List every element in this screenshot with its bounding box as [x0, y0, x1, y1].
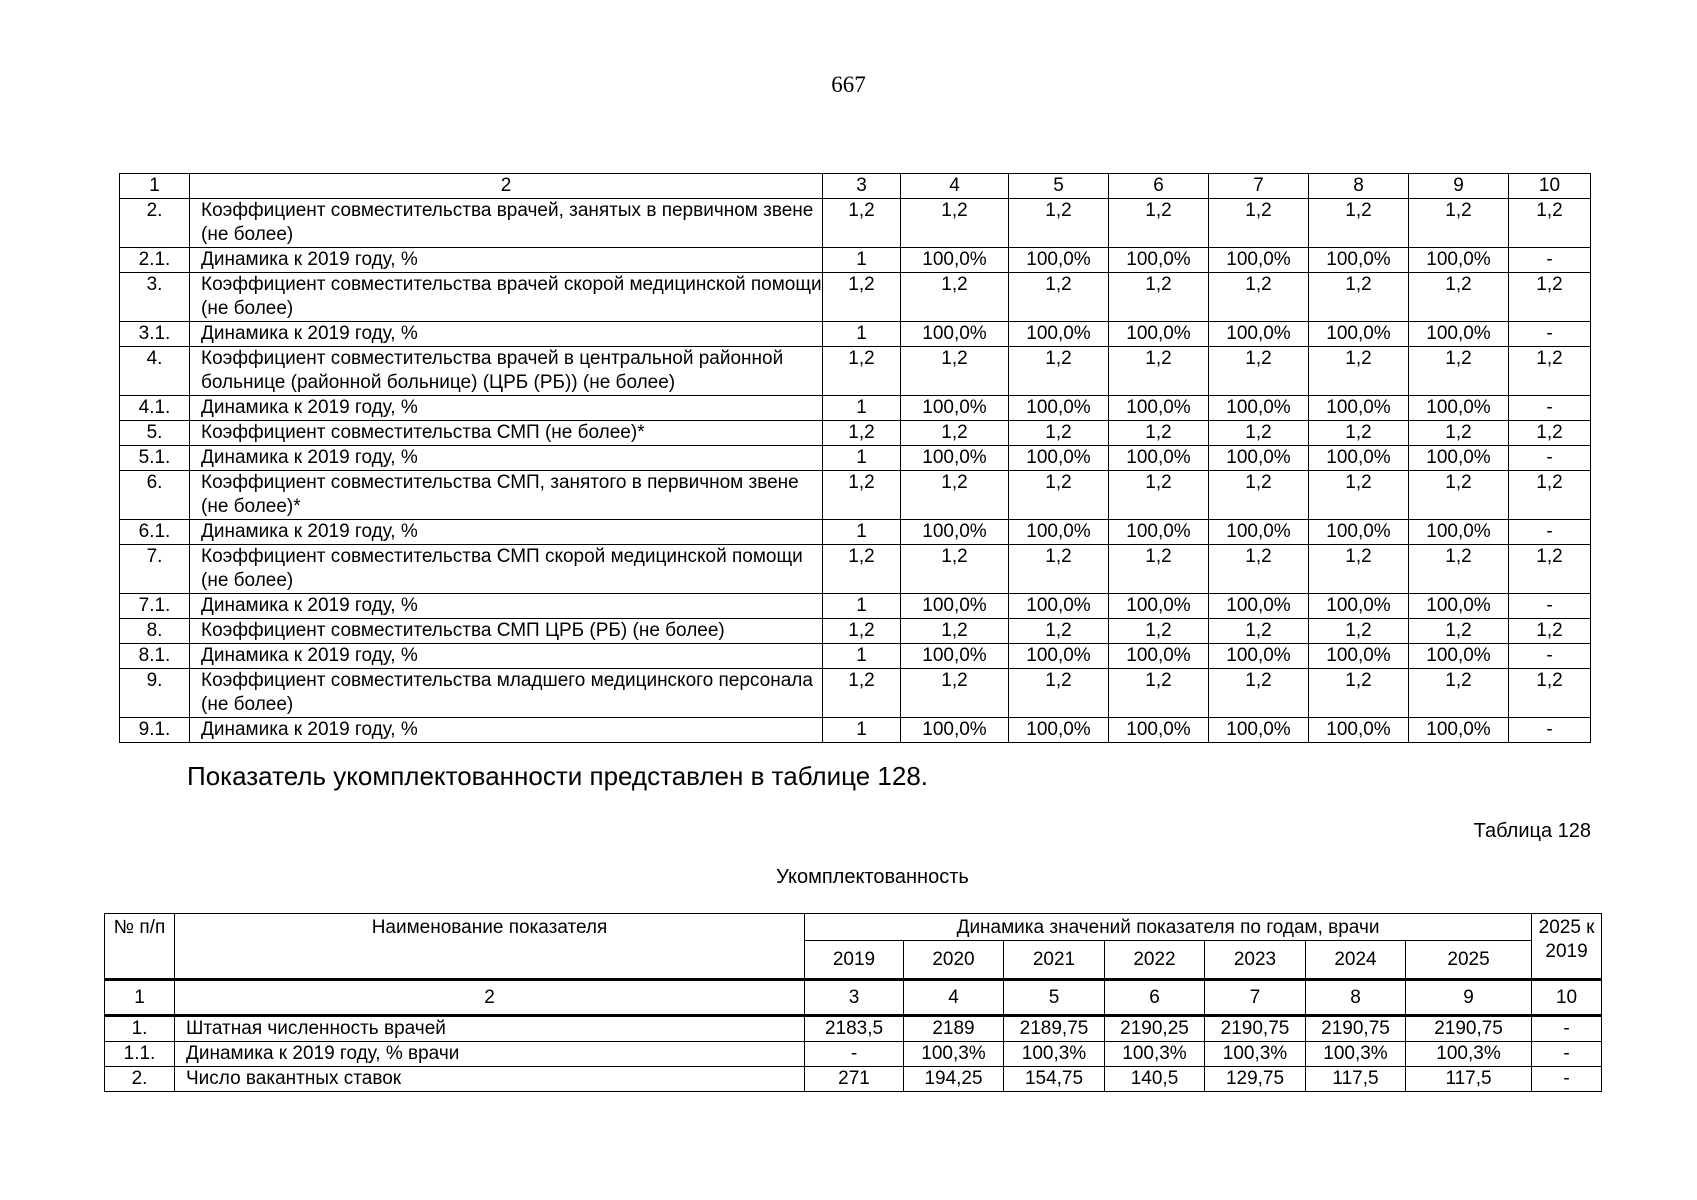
value-cell: 100,0%: [1109, 322, 1209, 347]
value-cell: 100,0%: [901, 594, 1009, 619]
value-cell: 100,0%: [1409, 396, 1509, 421]
value-cell: 1,2: [1109, 347, 1209, 396]
row-number: 2.1.: [120, 248, 190, 273]
value-cell: 100,3%: [1105, 1042, 1205, 1067]
value-cell: 100,3%: [1205, 1042, 1306, 1067]
column-number-row: [105, 980, 1602, 1016]
row-number: 7.1.: [120, 594, 190, 619]
value-cell: 1: [823, 322, 901, 347]
table-row: [120, 520, 1591, 545]
column-number: 3: [805, 980, 904, 1016]
value-cell: -: [1532, 1016, 1602, 1042]
value-cell: 1,2: [901, 471, 1009, 520]
value-cell: 100,0%: [1309, 520, 1409, 545]
value-cell: 1,2: [901, 669, 1009, 718]
indicator-name: Динамика к 2019 году, %: [190, 322, 823, 347]
value-cell: 100,0%: [1109, 718, 1209, 743]
value-cell: 1,2: [1209, 545, 1309, 594]
value-cell: 1,2: [1009, 421, 1109, 446]
value-cell: 100,0%: [1409, 644, 1509, 669]
intro-paragraph: Показатель укомплектованности представлен в таблице 128.: [187, 761, 929, 791]
value-cell: 100,0%: [1109, 248, 1209, 273]
table-row: [105, 1016, 1602, 1042]
table-row: [120, 594, 1591, 619]
value-cell: 1,2: [1409, 619, 1509, 644]
value-cell: 1,2: [1109, 545, 1209, 594]
column-number: 2: [175, 980, 805, 1016]
indicator-name: Коэффициент совместительства СМП (не более)*: [190, 421, 823, 446]
value-cell: 1,2: [1209, 347, 1309, 396]
table-row: [120, 545, 1591, 594]
row-number: 1.: [105, 1016, 175, 1042]
column-number: 5: [1004, 980, 1105, 1016]
value-cell: 1,2: [1109, 273, 1209, 322]
row-number: 1.1.: [105, 1042, 175, 1067]
indicator-name: Коэффициент совместительства младшего медицинского персонала (не более): [190, 669, 823, 718]
table-row: [120, 273, 1591, 322]
value-cell: 100,0%: [1209, 322, 1309, 347]
value-cell: 100,0%: [1209, 718, 1309, 743]
value-cell: 1,2: [901, 347, 1009, 396]
value-cell: -: [1509, 718, 1591, 743]
value-cell: 100,0%: [901, 396, 1009, 421]
value-cell: 100,3%: [904, 1042, 1004, 1067]
value-cell: 1,2: [1009, 545, 1109, 594]
value-cell: -: [1509, 248, 1591, 273]
value-cell: 100,0%: [1309, 594, 1409, 619]
row-number: 8.: [120, 619, 190, 644]
table-row: [120, 644, 1591, 669]
row-number: 2.: [120, 199, 190, 248]
indicator-name: Динамика к 2019 году, %: [190, 718, 823, 743]
column-number: 7: [1209, 174, 1309, 199]
value-cell: 1,2: [1509, 669, 1591, 718]
table-row: [120, 619, 1591, 644]
value-cell: 1,2: [1209, 273, 1309, 322]
indicator-name: Динамика к 2019 году, % врачи: [175, 1042, 805, 1067]
value-cell: 100,0%: [901, 322, 1009, 347]
value-cell: 100,0%: [1209, 594, 1309, 619]
year-header: 2023: [1205, 941, 1306, 980]
value-cell: 1,2: [823, 273, 901, 322]
value-cell: -: [1509, 520, 1591, 545]
column-number: 5: [1009, 174, 1109, 199]
value-cell: 100,3%: [1004, 1042, 1105, 1067]
column-number: 4: [904, 980, 1004, 1016]
year-header: 2020: [904, 941, 1004, 980]
column-number: 9: [1409, 174, 1509, 199]
column-number: 2: [190, 174, 823, 199]
value-cell: 100,3%: [1406, 1042, 1532, 1067]
value-cell: 100,0%: [1309, 248, 1409, 273]
header-2025-vs-2019: 2025 к 2019: [1532, 914, 1602, 980]
table-row: [120, 471, 1591, 520]
value-cell: 1,2: [1409, 273, 1509, 322]
column-number: 3: [823, 174, 901, 199]
row-number: 6.: [120, 471, 190, 520]
value-cell: 100,0%: [901, 248, 1009, 273]
row-number: 9.: [120, 669, 190, 718]
value-cell: 100,0%: [901, 718, 1009, 743]
value-cell: -: [1509, 396, 1591, 421]
indicator-name: Динамика к 2019 году, %: [190, 446, 823, 471]
table-128-header-row: [105, 914, 1602, 941]
value-cell: 100,0%: [1009, 322, 1109, 347]
value-cell: 1,2: [1309, 199, 1409, 248]
value-cell: 1,2: [1509, 545, 1591, 594]
header-name: Наименование показателя: [175, 914, 805, 980]
value-cell: 100,0%: [1009, 446, 1109, 471]
value-cell: 2189: [904, 1016, 1004, 1042]
value-cell: 1: [823, 594, 901, 619]
value-cell: 1,2: [1409, 471, 1509, 520]
value-cell: 2190,75: [1306, 1016, 1406, 1042]
value-cell: -: [1532, 1042, 1602, 1067]
value-cell: 1: [823, 520, 901, 545]
value-cell: 194,25: [904, 1067, 1004, 1092]
column-number-row: [120, 174, 1591, 199]
value-cell: 1: [823, 718, 901, 743]
value-cell: 1,2: [1209, 421, 1309, 446]
value-cell: 1,2: [901, 545, 1009, 594]
indicator-name: Динамика к 2019 году, %: [190, 644, 823, 669]
value-cell: -: [1532, 1067, 1602, 1092]
value-cell: 100,0%: [1309, 718, 1409, 743]
value-cell: 1,2: [1209, 669, 1309, 718]
continuation-table-body: [120, 174, 1591, 743]
row-number: 6.1.: [120, 520, 190, 545]
indicator-name: Число вакантных ставок: [175, 1067, 805, 1092]
column-number: 10: [1532, 980, 1602, 1016]
value-cell: 1,2: [823, 619, 901, 644]
table-caption: Таблица 128: [1473, 820, 1591, 842]
value-cell: 1,2: [1509, 273, 1591, 322]
value-cell: 1,2: [1009, 199, 1109, 248]
row-number: 3.1.: [120, 322, 190, 347]
column-number: 7: [1205, 980, 1306, 1016]
value-cell: 271: [805, 1067, 904, 1092]
value-cell: 2190,75: [1406, 1016, 1532, 1042]
value-cell: 100,0%: [1109, 396, 1209, 421]
value-cell: 100,0%: [1309, 322, 1409, 347]
value-cell: 100,0%: [1409, 594, 1509, 619]
value-cell: 1,2: [1509, 619, 1591, 644]
value-cell: -: [805, 1042, 904, 1067]
value-cell: 1: [823, 248, 901, 273]
value-cell: 1,2: [1409, 421, 1509, 446]
value-cell: 1,2: [1009, 669, 1109, 718]
value-cell: 1,2: [1009, 619, 1109, 644]
value-cell: 1,2: [1109, 421, 1209, 446]
indicator-name: Коэффициент совместительства СМП, занятого в первичном звене (не более)*: [190, 471, 823, 520]
table-row: [120, 421, 1591, 446]
column-number: 9: [1406, 980, 1532, 1016]
value-cell: 100,0%: [1109, 644, 1209, 669]
value-cell: 100,0%: [1209, 644, 1309, 669]
indicator-name: Коэффициент совместительства врачей в центральной районной больнице (районной больнице) (ЦРБ (РБ)) (не более): [190, 347, 823, 396]
value-cell: 1,2: [823, 199, 901, 248]
row-number: 5.1.: [120, 446, 190, 471]
indicator-name: Коэффициент совместительства врачей, занятых в первичном звене (не более): [190, 199, 823, 248]
row-number: 3.: [120, 273, 190, 322]
table-128-body: [105, 980, 1602, 1092]
indicator-name: Коэффициент совместительства СМП скорой медицинской помощи (не более): [190, 545, 823, 594]
value-cell: 1,2: [1309, 471, 1409, 520]
value-cell: 1,2: [823, 471, 901, 520]
value-cell: 100,0%: [1409, 718, 1509, 743]
value-cell: 1,2: [1509, 471, 1591, 520]
value-cell: 2190,25: [1105, 1016, 1205, 1042]
year-header: 2022: [1105, 941, 1205, 980]
column-number: 8: [1306, 980, 1406, 1016]
value-cell: 100,0%: [1409, 322, 1509, 347]
table-row: [120, 248, 1591, 273]
value-cell: -: [1509, 644, 1591, 669]
value-cell: 1,2: [1309, 421, 1409, 446]
row-number: 7.: [120, 545, 190, 594]
value-cell: 129,75: [1205, 1067, 1306, 1092]
table-title: Укомплектованность: [776, 866, 969, 888]
header-num: № п/п: [105, 914, 175, 980]
indicator-name: Динамика к 2019 году, %: [190, 594, 823, 619]
table-row: [120, 669, 1591, 718]
row-number: 2.: [105, 1067, 175, 1092]
column-number: 4: [901, 174, 1009, 199]
value-cell: -: [1509, 446, 1591, 471]
column-number: 1: [105, 980, 175, 1016]
column-number: 6: [1109, 174, 1209, 199]
page-number: 667: [831, 72, 866, 97]
value-cell: 1,2: [1409, 545, 1509, 594]
value-cell: 100,0%: [1009, 248, 1109, 273]
year-header: 2024: [1306, 941, 1406, 980]
value-cell: 100,0%: [1409, 248, 1509, 273]
value-cell: 100,0%: [901, 446, 1009, 471]
value-cell: 100,0%: [1409, 446, 1509, 471]
value-cell: 100,0%: [1409, 520, 1509, 545]
indicator-name: Динамика к 2019 году, %: [190, 396, 823, 421]
value-cell: 1: [823, 446, 901, 471]
value-cell: 1,2: [1509, 421, 1591, 446]
value-cell: -: [1509, 322, 1591, 347]
value-cell: 1,2: [1309, 619, 1409, 644]
value-cell: 117,5: [1406, 1067, 1532, 1092]
value-cell: 1,2: [901, 619, 1009, 644]
value-cell: 1,2: [1309, 273, 1409, 322]
value-cell: 2190,75: [1205, 1016, 1306, 1042]
table-row: [120, 322, 1591, 347]
column-number: 8: [1309, 174, 1409, 199]
value-cell: 117,5: [1306, 1067, 1406, 1092]
column-number: 6: [1105, 980, 1205, 1016]
value-cell: 1,2: [823, 347, 901, 396]
value-cell: 1,2: [1209, 199, 1309, 248]
value-cell: 2183,5: [805, 1016, 904, 1042]
value-cell: 100,0%: [1109, 520, 1209, 545]
value-cell: 100,0%: [1009, 594, 1109, 619]
header-dynamics: Динамика значений показателя по годам, врачи: [805, 914, 1532, 941]
row-number: 4.1.: [120, 396, 190, 421]
value-cell: -: [1509, 594, 1591, 619]
value-cell: 1,2: [1009, 347, 1109, 396]
value-cell: 100,0%: [1309, 396, 1409, 421]
value-cell: 100,0%: [1209, 396, 1309, 421]
value-cell: 100,0%: [1009, 718, 1109, 743]
indicator-name: Коэффициент совместительства врачей скорой медицинской помощи (не более): [190, 273, 823, 322]
row-number: 4.: [120, 347, 190, 396]
value-cell: 100,0%: [1009, 520, 1109, 545]
year-header: 2019: [805, 941, 904, 980]
value-cell: 100,3%: [1306, 1042, 1406, 1067]
indicator-name: Динамика к 2019 году, %: [190, 520, 823, 545]
year-header: 2025: [1406, 941, 1532, 980]
row-number: 5.: [120, 421, 190, 446]
value-cell: 140,5: [1105, 1067, 1205, 1092]
value-cell: 100,0%: [901, 520, 1009, 545]
column-number: 1: [120, 174, 190, 199]
indicator-name: Динамика к 2019 году, %: [190, 248, 823, 273]
value-cell: 1,2: [1409, 669, 1509, 718]
value-cell: 100,0%: [1109, 594, 1209, 619]
value-cell: 1,2: [1109, 199, 1209, 248]
value-cell: 1,2: [1309, 347, 1409, 396]
row-number: 8.1.: [120, 644, 190, 669]
value-cell: 1,2: [1409, 199, 1509, 248]
value-cell: 1,2: [901, 273, 1009, 322]
value-cell: 100,0%: [1109, 446, 1209, 471]
value-cell: 1,2: [1409, 347, 1509, 396]
value-cell: 1,2: [1309, 669, 1409, 718]
continuation-table: [119, 173, 1591, 743]
value-cell: 1,2: [1109, 471, 1209, 520]
value-cell: 100,0%: [1209, 248, 1309, 273]
year-header: 2021: [1004, 941, 1105, 980]
value-cell: 1: [823, 644, 901, 669]
value-cell: 100,0%: [1209, 446, 1309, 471]
value-cell: 1,2: [1509, 347, 1591, 396]
table-row: [120, 718, 1591, 743]
indicator-name: Штатная численность врачей: [175, 1016, 805, 1042]
value-cell: 100,0%: [1309, 446, 1409, 471]
indicator-name: Коэффициент совместительства СМП ЦРБ (РБ) (не более): [190, 619, 823, 644]
value-cell: 154,75: [1004, 1067, 1105, 1092]
value-cell: 1: [823, 396, 901, 421]
value-cell: 1,2: [823, 669, 901, 718]
value-cell: 1,2: [1309, 545, 1409, 594]
table-row: [120, 199, 1591, 248]
table-row: [120, 396, 1591, 421]
value-cell: 100,0%: [1209, 520, 1309, 545]
table-row: [105, 1042, 1602, 1067]
value-cell: 1,2: [1109, 669, 1209, 718]
value-cell: 2189,75: [1004, 1016, 1105, 1042]
value-cell: 100,0%: [901, 644, 1009, 669]
value-cell: 1,2: [823, 545, 901, 594]
value-cell: 1,2: [1509, 199, 1591, 248]
table-row: [120, 347, 1591, 396]
value-cell: 1,2: [1209, 619, 1309, 644]
table-row: [105, 1067, 1602, 1092]
value-cell: 1,2: [901, 421, 1009, 446]
column-number: 10: [1509, 174, 1591, 199]
value-cell: 1,2: [1209, 471, 1309, 520]
value-cell: 100,0%: [1009, 644, 1109, 669]
value-cell: 100,0%: [1309, 644, 1409, 669]
table-row: [120, 446, 1591, 471]
table-128: [104, 913, 1602, 1092]
value-cell: 1,2: [1009, 273, 1109, 322]
value-cell: 1,2: [1009, 471, 1109, 520]
value-cell: 1,2: [1109, 619, 1209, 644]
row-number: 9.1.: [120, 718, 190, 743]
value-cell: 1,2: [823, 421, 901, 446]
value-cell: 1,2: [901, 199, 1009, 248]
value-cell: 100,0%: [1009, 396, 1109, 421]
